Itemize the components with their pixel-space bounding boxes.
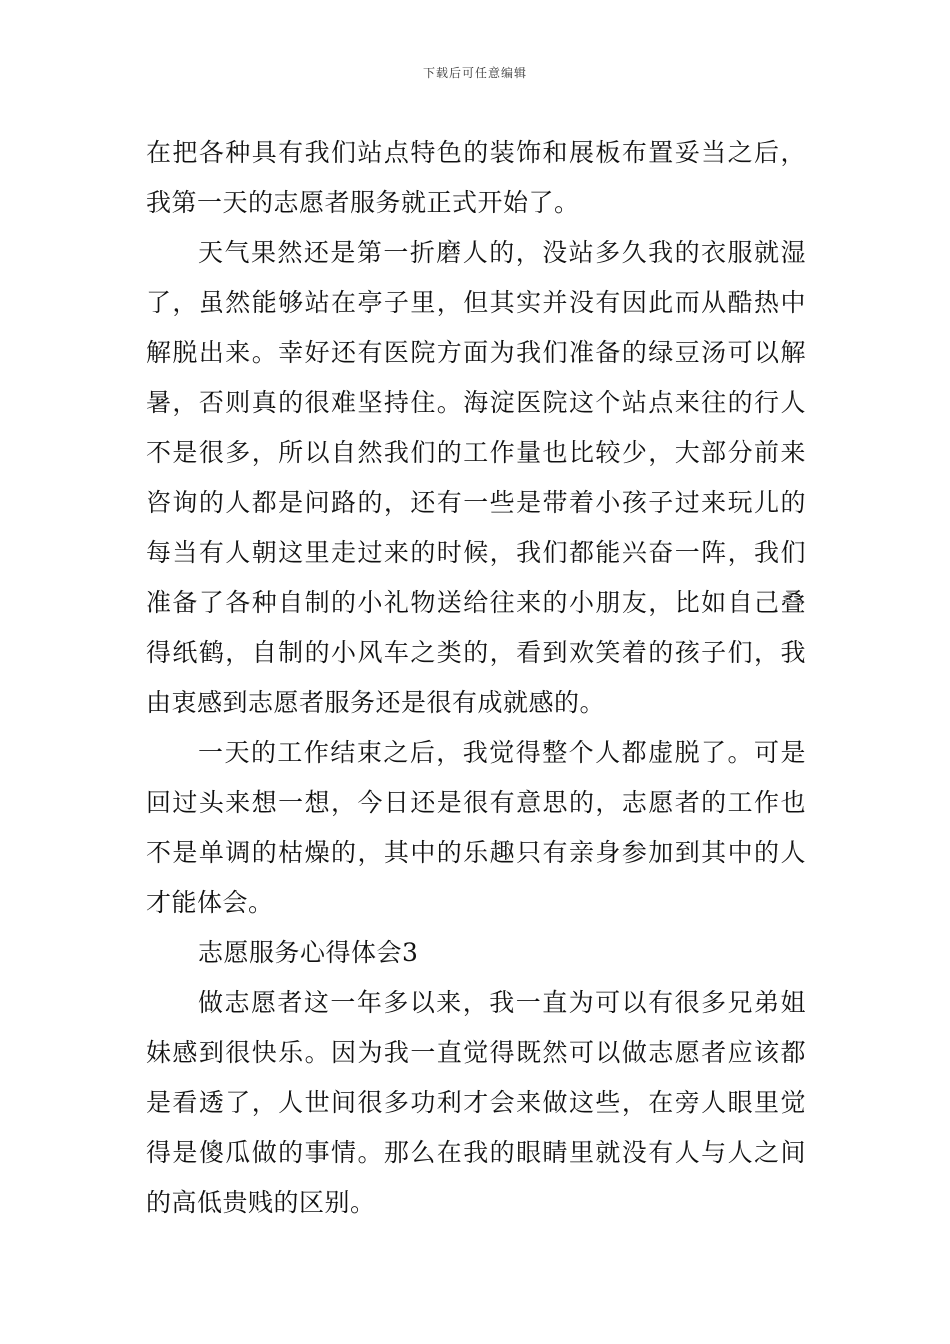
page-header: 下载后可任意编辑 [422, 66, 527, 80]
document-body [146, 128, 806, 1228]
section-heading: 志愿服务心得体会3 [198, 938, 419, 967]
paragraph-1: 在把各种具有我们站点特色的装饰和展板布置妥当之后，我第一天的志愿者服务就正式开始了。 [146, 138, 806, 217]
paragraph-2: 天气果然还是第一折磨人的，没站多久我的衣服就湿了，虽然能够站在亭子里，但其实并没有因此而从酷热中解脱出来。幸好还有医院方面为我们准备的绿豆汤可以解暑，否则真的很难坚持住。海淀医院这个站点来往的行人不是很多，所以自然我们的工作量也比较少，大部分前来咨询的人都是问路的，还有一些是带着小孩子过来玩儿的每当有人朝这里走过来的时候，我们都能兴奋一阵，我们准备了各种自制的小礼物送给往来的小朋友，比如自己叠得纸鹤，自制的小风车之类的，看到欢笑着的孩子们，我由衷感到志愿者服务还是很有成就感的。 [146, 238, 806, 717]
paragraph-4: 做志愿者这一年多以来，我一直为可以有很多兄弟姐妹感到很快乐。因为我一直觉得既然可以做志愿者应该都是看透了，人世间很多功利才会来做这些，在旁人眼里觉得是傻瓜做的事情。那么在我的眼睛里就没有人与人之间的高低贵贱的区别。 [146, 988, 806, 1217]
paragraph-3: 一天的工作结束之后，我觉得整个人都虚脱了。可是回过头来想一想，今日还是很有意思的，志愿者的工作也不是单调的枯燥的，其中的乐趣只有亲身参加到其中的人才能体会。 [146, 738, 806, 917]
